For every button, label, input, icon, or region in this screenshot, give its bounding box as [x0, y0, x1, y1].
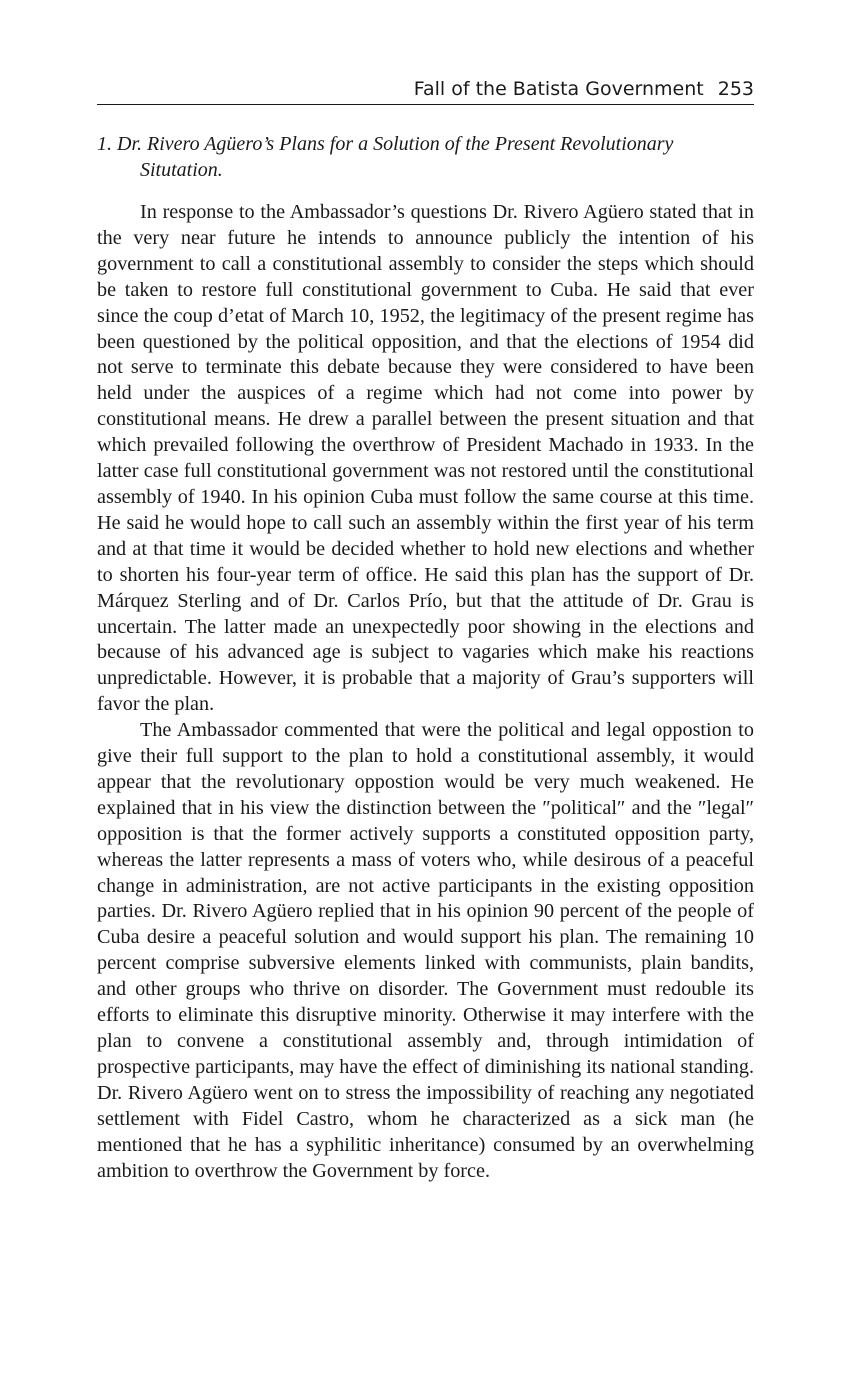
page-number: 253 [717, 78, 754, 100]
body-text [97, 200, 754, 1184]
section-heading: 1. Dr. Rivero Agüero’s Plans for a Solution of the Present Revolutionary Situtation. [97, 133, 674, 181]
paragraph: The Ambassador commented that were the political and legal oppostion to give their full support to the plan to hold a constitutional assembly, it would appear that the revolutionary oppostion would be very much weakened. He explained that in his view the distinction between the ″political″ and the ″legal″ opposition is that the former actively supports a constituted opposition party, whereas the latter represents a mass of voters who, while desirous of a peaceful change in administration, are not active participants in the existing opposition parties. Dr. Rivero Agüero replied that in his opinion 90 percent of the people of Cuba desire a peaceful solution and would support his plan. The remaining 10 percent comprise subversive elements linked with communists, plain bandits, and other groups who thrive on disorder. The Government must redouble its efforts to eliminate this disruptive minority. Otherwise it may interfere with the plan to convene a constitutional assembly and, through intimidation of prospective participants, may have the effect of diminishing its national standing. Dr. Rivero Agüero went on to stress the impossibility of reaching any negotiated settlement with Fidel Castro, whom he characterized as a sick man (he mentioned that he has a syphilitic inheritance) consumed by an overwhelming ambition to overthrow the Government by force. [97, 719, 754, 1182]
paragraph: In response to the Ambassador’s questions Dr. Rivero Agüero stated that in the very near future he intends to announce publicly the intention of his government to call a constitutional assembly to consider the steps which should be taken to restore full constitutional government to Cuba. He said that ever since the coup d’etat of March 10, 1952, the legitimacy of the present regime has been questioned by the political opposition, and that the elections of 1954 did not serve to terminate this debate because they were considered to have been held under the auspices of a regime which had not come into power by constitutional means. He drew a parallel between the present situation and that which prevailed following the overthrow of President Machado in 1933. In the latter case full constitutional government was not restored until the constitutional assembly of 1940. In his opinion Cuba must follow the same course at this time. He said he would hope to call such an assembly within the first year of his term and at that time it would be decided whether to hold new elections and whether to shorten his four-year term of office. He said this plan has the support of Dr. Márquez Sterling and of Dr. Carlos Prío, but that the attitude of Dr. Grau is uncertain. The latter made an unexpectedly poor showing in the elections and because of his advanced age is subject to vagaries which make his reactions unpredictable. However, it is probable that a majority of Grau’s supporters will favor the plan. [97, 201, 754, 716]
running-title: Fall of the Batista Government [413, 78, 704, 100]
running-header [97, 76, 754, 105]
